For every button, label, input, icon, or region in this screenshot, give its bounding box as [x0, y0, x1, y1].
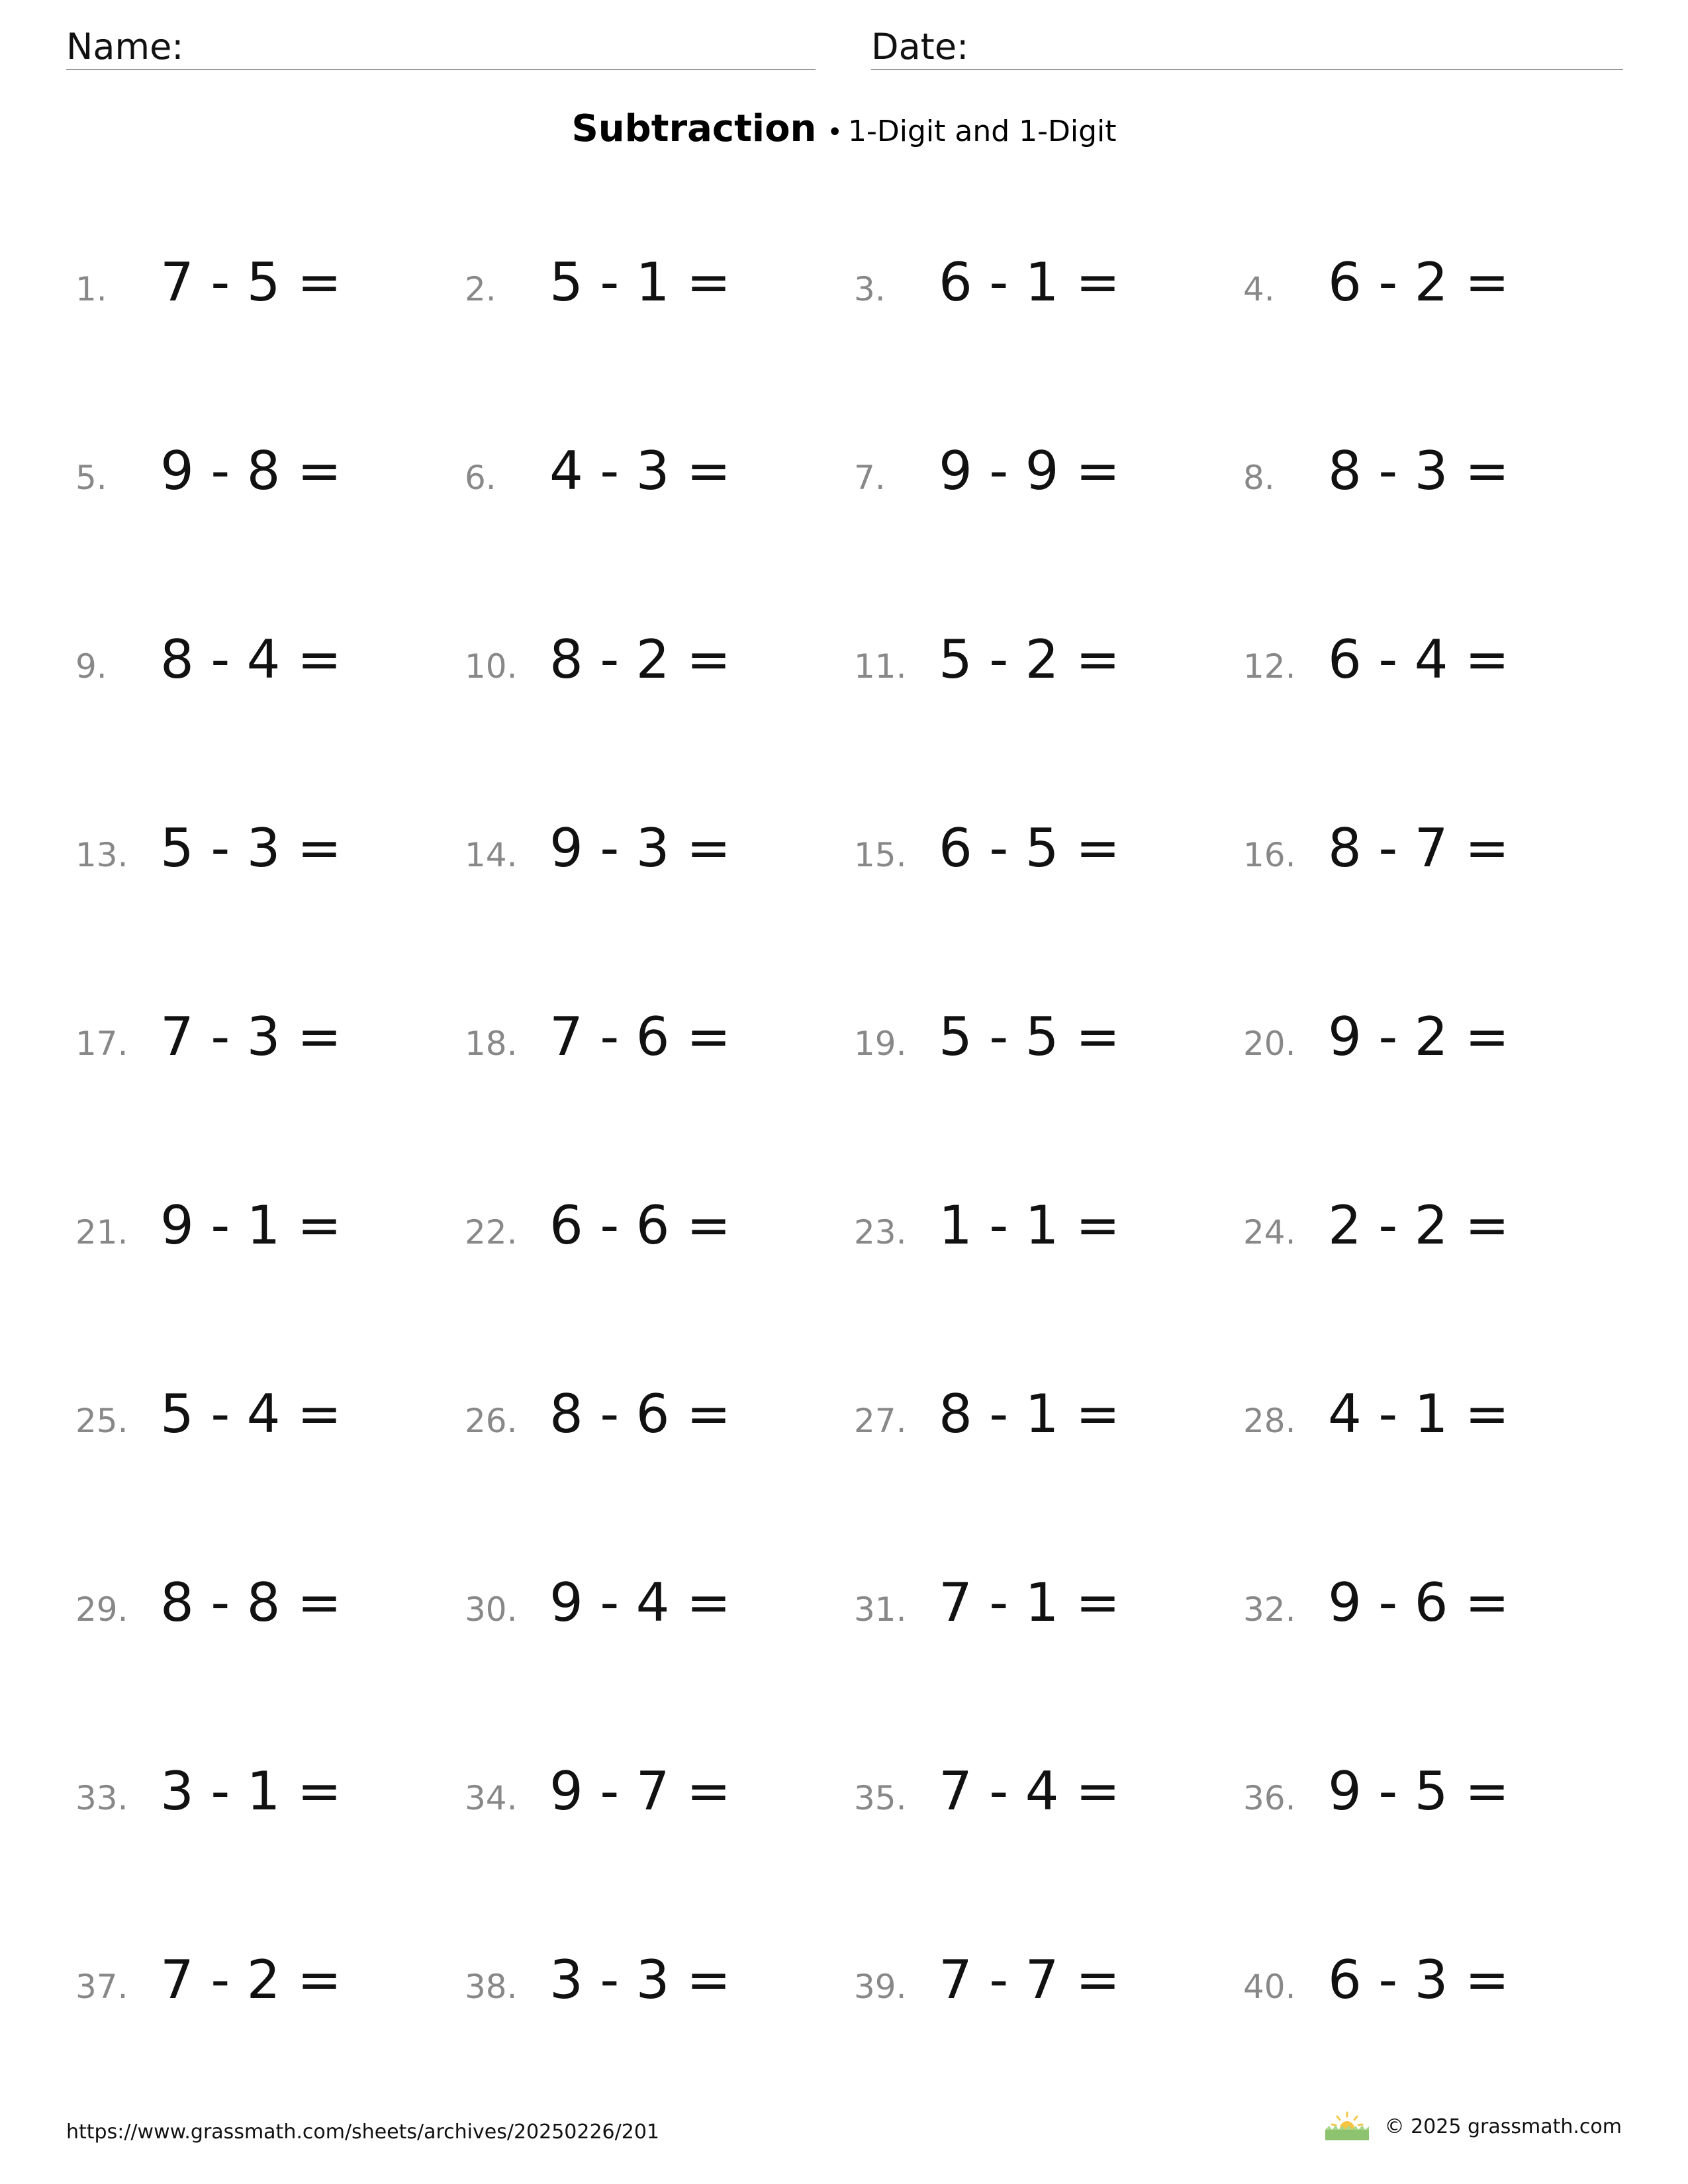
problem-item — [854, 440, 1243, 520]
problem-number: 2. — [465, 270, 496, 308]
date-label: Date: — [871, 26, 969, 68]
problem-expression: 6 - 1 = — [939, 251, 1120, 313]
title-subtitle: 1-Digit and 1-Digit — [848, 114, 1117, 148]
footer-branding — [1324, 2111, 1622, 2142]
problem-number: 16. — [1243, 836, 1296, 874]
problem-item — [1243, 440, 1632, 520]
problem-expression: 9 - 2 = — [1328, 1006, 1509, 1068]
problem-number: 10. — [465, 647, 518, 686]
problem-expression: 7 - 4 = — [939, 1760, 1120, 1822]
problem-expression: 7 - 5 = — [160, 251, 342, 313]
problem-grid — [75, 251, 1638, 2138]
problem-item — [1243, 817, 1632, 897]
problem-number: 18. — [465, 1024, 518, 1063]
problem-item — [465, 1195, 854, 1274]
problem-item — [1243, 1949, 1632, 2028]
problem-item — [854, 629, 1243, 708]
problem-item — [854, 1949, 1243, 2028]
problem-expression: 9 - 7 = — [549, 1760, 731, 1822]
worksheet-title — [0, 107, 1688, 150]
problem-expression: 6 - 3 = — [1328, 1949, 1509, 2011]
title-bullet: • — [827, 117, 843, 148]
problem-item — [1243, 1760, 1632, 1840]
problem-item — [75, 817, 465, 897]
problem-number: 31. — [854, 1590, 907, 1629]
problem-number: 27. — [854, 1402, 907, 1440]
problem-number: 3. — [854, 270, 886, 308]
problem-item — [1243, 251, 1632, 331]
problem-item — [1243, 1006, 1632, 1085]
problem-expression: 5 - 2 = — [939, 629, 1120, 690]
problem-expression: 8 - 2 = — [549, 629, 731, 690]
problem-number: 23. — [854, 1213, 907, 1251]
problem-item — [1243, 629, 1632, 708]
name-label: Name: — [66, 26, 184, 68]
name-field[interactable] — [66, 24, 816, 70]
problem-number: 28. — [1243, 1402, 1296, 1440]
problem-number: 29. — [75, 1590, 128, 1629]
problem-expression: 6 - 6 = — [549, 1195, 731, 1256]
problem-item — [75, 1383, 465, 1463]
problem-expression: 9 - 5 = — [1328, 1760, 1509, 1822]
footer-url[interactable]: https://www.grassmath.com/sheets/archives/20250226/201 — [66, 2120, 660, 2144]
problem-expression: 9 - 1 = — [160, 1195, 342, 1256]
problem-item — [465, 1760, 854, 1840]
problem-item — [854, 1195, 1243, 1274]
problem-number: 32. — [1243, 1590, 1296, 1629]
problem-number: 5. — [75, 459, 107, 497]
problem-expression: 9 - 9 = — [939, 440, 1120, 502]
problem-number: 1. — [75, 270, 107, 308]
problem-number: 34. — [465, 1779, 518, 1817]
problem-item — [465, 1006, 854, 1085]
problem-expression: 3 - 1 = — [160, 1760, 342, 1822]
problem-number: 35. — [854, 1779, 907, 1817]
problem-expression: 9 - 8 = — [160, 440, 342, 502]
problem-number: 33. — [75, 1779, 128, 1817]
problem-number: 20. — [1243, 1024, 1296, 1063]
problem-expression: 7 - 3 = — [160, 1006, 342, 1068]
problem-item — [1243, 1572, 1632, 1651]
problem-item — [465, 1572, 854, 1651]
copyright-text: © 2025 grassmath.com — [1384, 2115, 1622, 2138]
problem-item — [75, 1195, 465, 1274]
problem-expression: 6 - 4 = — [1328, 629, 1509, 690]
problem-expression: 8 - 4 = — [160, 629, 342, 690]
problem-item — [465, 1383, 854, 1463]
problem-item — [854, 251, 1243, 331]
problem-number: 13. — [75, 836, 128, 874]
problem-expression: 6 - 5 = — [939, 817, 1120, 879]
problem-item — [854, 1572, 1243, 1651]
problem-number: 14. — [465, 836, 518, 874]
problem-item — [75, 440, 465, 520]
title-main: Subtraction — [571, 107, 817, 150]
problem-expression: 2 - 2 = — [1328, 1195, 1509, 1256]
problem-number: 26. — [465, 1402, 518, 1440]
problem-item — [75, 1760, 465, 1840]
problem-expression: 4 - 3 = — [549, 440, 731, 502]
problem-item — [75, 1572, 465, 1651]
problem-expression: 7 - 6 = — [549, 1006, 731, 1068]
problem-item — [854, 817, 1243, 897]
problem-number: 40. — [1243, 1968, 1296, 2006]
problem-number: 38. — [465, 1968, 518, 2006]
problem-number: 30. — [465, 1590, 518, 1629]
problem-expression: 5 - 4 = — [160, 1383, 342, 1445]
problem-expression: 7 - 1 = — [939, 1572, 1120, 1633]
problem-expression: 5 - 3 = — [160, 817, 342, 879]
problem-number: 39. — [854, 1968, 907, 2006]
problem-item — [465, 1949, 854, 2028]
problem-expression: 4 - 1 = — [1328, 1383, 1509, 1445]
problem-expression: 8 - 3 = — [1328, 440, 1509, 502]
problem-expression: 5 - 1 = — [549, 251, 731, 313]
problem-number: 15. — [854, 836, 907, 874]
problem-number: 17. — [75, 1024, 128, 1063]
problem-expression: 9 - 4 = — [549, 1572, 731, 1633]
problem-item — [75, 1006, 465, 1085]
problem-number: 36. — [1243, 1779, 1296, 1817]
date-field[interactable] — [871, 24, 1623, 70]
problem-number: 12. — [1243, 647, 1296, 686]
problem-item — [854, 1383, 1243, 1463]
problem-number: 7. — [854, 459, 886, 497]
problem-item — [465, 440, 854, 520]
problem-number: 22. — [465, 1213, 518, 1251]
problem-expression: 5 - 5 = — [939, 1006, 1120, 1068]
problem-expression: 3 - 3 = — [549, 1949, 731, 2011]
problem-number: 19. — [854, 1024, 907, 1063]
problem-item — [465, 629, 854, 708]
problem-expression: 8 - 7 = — [1328, 817, 1509, 879]
problem-number: 6. — [465, 459, 496, 497]
problem-number: 37. — [75, 1968, 128, 2006]
problem-number: 8. — [1243, 459, 1275, 497]
problem-item — [465, 817, 854, 897]
problem-number: 25. — [75, 1402, 128, 1440]
problem-item — [1243, 1195, 1632, 1274]
problem-item — [75, 251, 465, 331]
problem-number: 24. — [1243, 1213, 1296, 1251]
problem-expression: 9 - 3 = — [549, 817, 731, 879]
problem-expression: 1 - 1 = — [939, 1195, 1120, 1256]
problem-expression: 8 - 1 = — [939, 1383, 1120, 1445]
problem-item — [465, 251, 854, 331]
problem-item — [75, 1949, 465, 2028]
problem-expression: 8 - 6 = — [549, 1383, 731, 1445]
problem-number: 11. — [854, 647, 907, 686]
problem-number: 4. — [1243, 270, 1275, 308]
problem-item — [75, 629, 465, 708]
problem-number: 21. — [75, 1213, 128, 1251]
problem-item — [1243, 1383, 1632, 1463]
grass-sun-logo-icon — [1324, 2111, 1370, 2142]
problem-expression: 9 - 6 = — [1328, 1572, 1509, 1633]
problem-expression: 7 - 2 = — [160, 1949, 342, 2011]
problem-number: 9. — [75, 647, 107, 686]
problem-expression: 7 - 7 = — [939, 1949, 1120, 2011]
problem-expression: 6 - 2 = — [1328, 251, 1509, 313]
problem-item — [854, 1006, 1243, 1085]
problem-expression: 8 - 8 = — [160, 1572, 342, 1633]
problem-item — [854, 1760, 1243, 1840]
